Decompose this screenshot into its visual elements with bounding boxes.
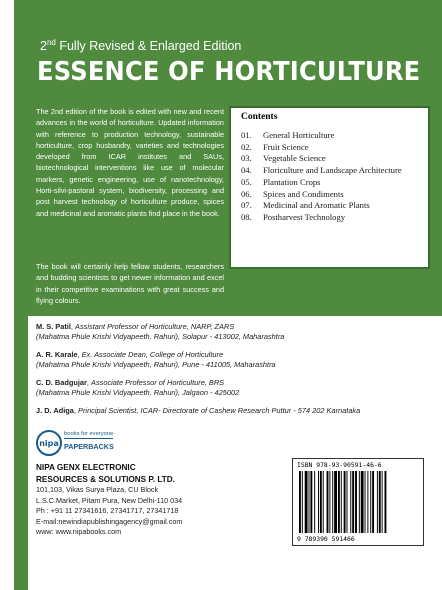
contents-item-number: 05. — [241, 176, 252, 187]
barcode-bar — [338, 471, 340, 533]
isbn-barcode — [292, 458, 424, 546]
authors-section — [36, 322, 436, 424]
contents-item-number: 08. — [241, 211, 252, 222]
author-role: Assistant Professor of Horticulture, NARP, ZARS — [75, 322, 235, 331]
edition-text: Fully Revised & Enlarged Edition — [55, 39, 242, 54]
book-title: ESSENCE OF HORTICULTURE — [37, 57, 421, 87]
barcode-bar — [361, 471, 364, 533]
barcode-bar — [332, 471, 333, 533]
contents-item — [241, 165, 418, 177]
author-name: J. D. Adiga — [36, 406, 74, 415]
author-affiliation: (Mahatma Phule Krishi Vidyapeeth, Rahuri), Solapur - 413002, Maharashtra — [36, 332, 285, 341]
author-affiliation: (Mahatma Phule Krishi Vidyapeeth, Rahuri), Jalgaon - 425002 — [36, 388, 240, 397]
publisher-website: www: www.nipabooks.com — [36, 527, 122, 537]
contents-item-text: Plantation Crops — [263, 176, 321, 187]
publisher-email: E-mail:newindiapublishingagency@gmail.com — [36, 516, 183, 526]
barcode-bar — [379, 471, 381, 533]
edition-line — [40, 38, 241, 53]
author-entry: C. D. Badgujar, Associate Professor of Horticulture, BRS (Mahatma Phule Krishi Vidyapeeth, Rahuri), Jalgaon - 425002 — [36, 378, 240, 397]
contents-item — [241, 212, 418, 224]
author-affiliation: (Mahatma Phule Krishi Vidyapeeth, Rahuri), Pune - 411005, Maharashtra — [36, 360, 276, 369]
contents-item — [241, 153, 418, 165]
contents-item-number: 01. — [241, 130, 252, 140]
barcode-bars-icon — [299, 471, 417, 533]
barcode-bar — [377, 471, 378, 533]
edition-ordinal: 2 — [40, 39, 47, 54]
author-role: Ex. Associate Dean, College of Horticulture — [81, 350, 224, 359]
author-role: Associate Professor of Horticulture, BRS — [91, 378, 225, 387]
barcode-bar — [314, 471, 315, 533]
author-entry: M. S. Patil, Assistant Professor of Horticulture, NARP, ZARS (Mahatma Phule Krishi Vidyapeeth, Rahuri), Solapur - 413002, Maharashtra — [36, 322, 285, 341]
contents-item-text: General Horticulture — [263, 130, 335, 140]
contents-item — [241, 130, 418, 142]
publisher-name-line-2: RESOURCES & SOLUTIONS P. LTD. — [36, 474, 175, 484]
contents-heading: Contents — [241, 112, 278, 122]
blurb-paragraph-1: The 2nd edition of the book is edited with new and recent advances in the world of horticulture. Updated information with reference to production technology, sustainable horticulture, crop husbandry, varieties and technologies developed from ICAR institutes and SAUs, biotechnological interventions like use of molecular markers, genetic engineering, use of nanotechnology, Horti-silvi-pastoral system, biodiversity, processing and post harvest technology of horticulture produce, spices and medicinal and aromatic plants find place in the book. — [36, 107, 224, 218]
barcode-bar — [327, 471, 329, 533]
contents-item-number: 02. — [241, 141, 252, 152]
contents-item-number: 04. — [241, 165, 252, 176]
barcode-bar — [341, 471, 342, 533]
barcode-bar — [352, 471, 354, 533]
green-side-strip — [14, 316, 28, 590]
publisher-phone: Ph : +91 11 27341616, 27341717, 27341718 — [36, 506, 179, 516]
barcode-bar — [350, 471, 351, 533]
contents-item-number: 03. — [241, 153, 252, 164]
barcode-bar — [318, 471, 319, 533]
contents-item-text: Medicinal and Aromatic Plants — [263, 200, 370, 211]
logo-tagline: books for everyone — [64, 431, 114, 437]
barcode-bar — [382, 471, 383, 533]
barcode-bar — [359, 471, 360, 533]
publisher-address-2: L.S.C.Market, Pitam Pura, New Delhi-110 034 — [36, 495, 183, 505]
blurb-paragraph-2: The book will certainly help fellow students, researchers and budding scientists to get newer information and excel in their competitive examinations with great success and flying colours. — [36, 262, 224, 305]
barcode-bar — [344, 471, 346, 533]
barcode-bar — [302, 471, 303, 533]
barcode-bar — [372, 471, 374, 533]
barcode-digits: 9 789390 591466 — [297, 535, 355, 543]
publisher-address-1: 101,103, Vikas Surya Plaza, CU Block — [36, 485, 159, 494]
contents-item-text: Postharvest Technology — [263, 211, 346, 222]
contents-box — [229, 106, 430, 269]
barcode-bar — [320, 471, 322, 533]
barcode-bar — [385, 471, 387, 533]
author-entry: J. D. Adiga, Principal Scientist, ICAR- Directorate of Cashew Research Puttur - 574 202 Karnataka — [36, 406, 361, 415]
logo-imprint: PAPERBACKS — [64, 442, 114, 451]
contents-item — [241, 177, 418, 189]
barcode-bar — [309, 471, 310, 533]
author-entry: A. R. Karale, Ex. Associate Dean, College of Horticulture (Mahatma Phule Krishi Vidyapeeth, Rahuri), Pune - 411005, Maharashtra — [36, 350, 276, 369]
author-name: C. D. Badgujar — [36, 378, 87, 387]
contents-item-text: Floriculture and Landscape Architecture — [263, 165, 402, 176]
publisher-name-line-1: NIPA GENX ELECTRONIC — [36, 463, 136, 472]
barcode-bar — [370, 471, 371, 533]
barcode-bar — [310, 471, 312, 533]
contents-item-number: 06. — [241, 188, 252, 199]
barcode-bar — [334, 471, 337, 533]
barcode-bar — [367, 471, 368, 533]
barcode-bar — [323, 471, 324, 533]
author-name: A. R. Karale — [36, 350, 78, 359]
nipa-logo-icon: nipa — [36, 430, 62, 456]
author-role: Principal Scientist, ICAR- Directorate of Cashew Research Puttur - 574 202 Karnataka — [78, 406, 361, 415]
barcode-bar — [365, 471, 366, 533]
author-name: M. S. Patil — [36, 322, 71, 331]
barcode-bar — [355, 471, 357, 533]
barcode-bar — [305, 471, 308, 533]
barcode-bar — [329, 471, 330, 533]
barcode-bar — [347, 471, 348, 533]
contents-item — [241, 200, 418, 212]
edition-suffix: nd — [46, 38, 56, 47]
contents-item-text: Vegetable Science — [263, 153, 326, 164]
publisher-logo — [36, 430, 146, 456]
contents-item-number: 07. — [241, 200, 252, 211]
contents-item — [241, 142, 418, 154]
contents-item-text: Fruit Science — [263, 141, 309, 152]
isbn-text: ISBN 978-93-90591-46-6 — [297, 461, 382, 469]
barcode-bar — [299, 471, 301, 533]
publisher-info — [36, 462, 276, 538]
contents-list — [241, 130, 418, 224]
contents-item-text: Spices and Condiments — [263, 188, 344, 199]
contents-item — [241, 189, 418, 201]
